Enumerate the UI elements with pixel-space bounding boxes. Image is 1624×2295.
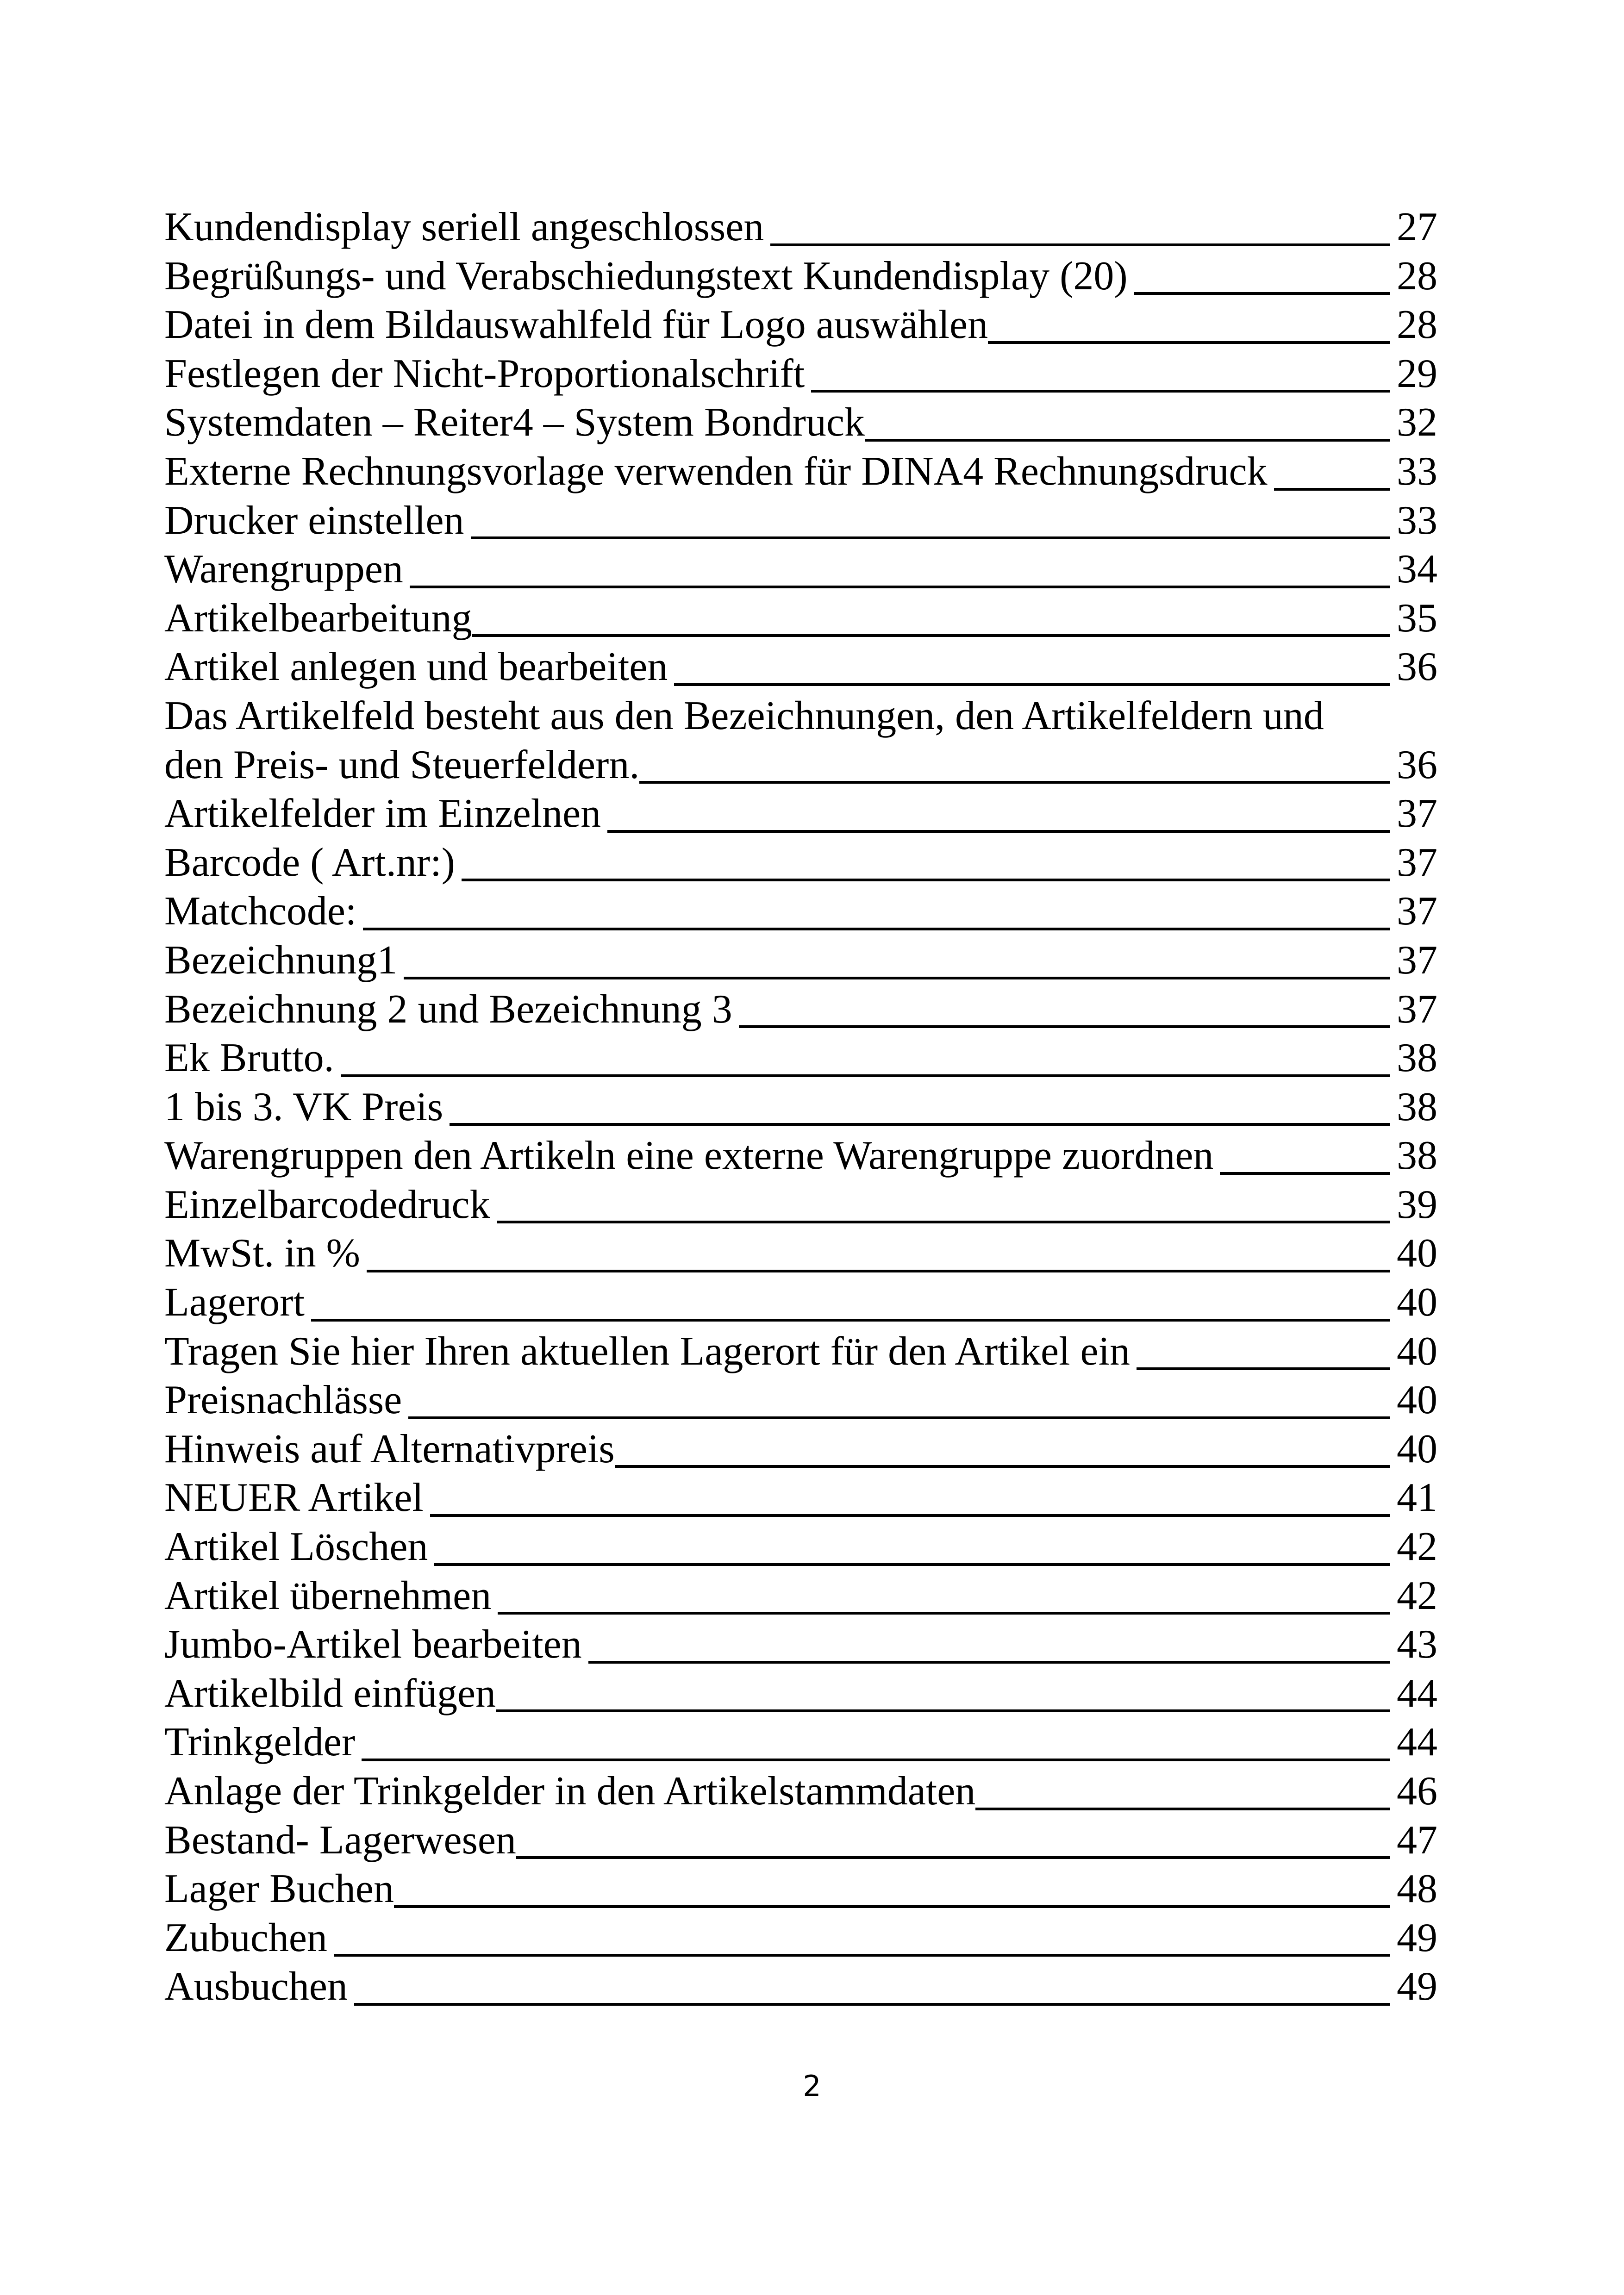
leader-line xyxy=(430,1514,1390,1517)
toc-entry-page: 37 xyxy=(1397,791,1437,836)
leader-line xyxy=(607,830,1390,833)
toc-entry-title: Kundendisplay seriell angeschlossen xyxy=(164,205,764,249)
leader-line xyxy=(363,928,1390,930)
leader-line xyxy=(462,879,1390,881)
toc-entry-page: 40 xyxy=(1397,1378,1437,1423)
toc-entry-title: Ausbuchen xyxy=(164,1964,348,2009)
toc-entry-title: Anlage der Trinkgelder in den Artikelstammdaten xyxy=(164,1769,976,1814)
toc-entry-page: 49 xyxy=(1397,1964,1437,2009)
toc-entry-title: Bezeichnung1 xyxy=(164,937,398,983)
leader-line xyxy=(472,634,1390,637)
leader-line xyxy=(975,1808,1390,1810)
toc-entry[interactable] xyxy=(164,1816,1437,1865)
toc-entry-page: 33 xyxy=(1397,449,1437,494)
leader-line xyxy=(1220,1172,1390,1175)
toc-entry-title: Systemdaten – Reiter4 – System Bondruck xyxy=(164,400,865,445)
toc-entry[interactable] xyxy=(164,1278,1437,1327)
leader-line xyxy=(639,781,1390,784)
leader-line xyxy=(410,586,1390,588)
leader-line xyxy=(1134,292,1390,295)
toc-entry[interactable] xyxy=(164,1180,1437,1229)
toc-entry-page: 40 xyxy=(1397,1231,1437,1276)
toc-entry-title: Lager Buchen xyxy=(164,1866,394,1912)
toc-entry[interactable] xyxy=(164,1327,1437,1376)
toc-entry-page: 41 xyxy=(1397,1475,1437,1521)
leader-line xyxy=(354,2003,1390,2006)
toc-entry-title: Artikel Löschen xyxy=(164,1524,428,1570)
toc-entry[interactable] xyxy=(164,1376,1437,1425)
toc-entry-title: Zubuchen xyxy=(164,1915,327,1960)
toc-entry-title: Festlegen der Nicht-Proportionalschrift xyxy=(164,351,805,396)
toc-entry-title: Tragen Sie hier Ihren aktuellen Lagerort für den Artikel ein xyxy=(164,1328,1131,1374)
toc-entry-title: Datei in dem Bildauswahlfeld für Logo auswählen xyxy=(164,302,988,348)
footer-page-number: 2 xyxy=(803,2069,821,2103)
toc-entry[interactable] xyxy=(164,1034,1437,1083)
leader-line xyxy=(1274,488,1390,491)
toc-entry-page: 47 xyxy=(1397,1817,1437,1863)
toc-entry-page: 29 xyxy=(1397,351,1437,396)
leader-line xyxy=(497,1221,1390,1223)
toc-entry-title-line1: Das Artikelfeld besteht aus den Bezeichnungen, den Artikelfeldern und xyxy=(164,693,1324,738)
toc-entry-title: Jumbo-Artikel bearbeiten xyxy=(164,1622,582,1667)
toc-entry-page: 42 xyxy=(1397,1573,1437,1618)
toc-entry-title: Bestand- Lagerwesen xyxy=(164,1817,516,1863)
toc-entry-title: Preisnachlässe xyxy=(164,1378,402,1423)
toc-entry[interactable] xyxy=(164,1473,1437,1522)
leader-line xyxy=(341,1074,1390,1077)
toc-entry[interactable] xyxy=(164,1767,1437,1816)
toc-entry-title: Lagerort xyxy=(164,1280,305,1325)
leader-line xyxy=(404,977,1390,979)
toc-entry-title: Ek Brutto. xyxy=(164,1035,334,1081)
toc-entry-page: 32 xyxy=(1397,400,1437,445)
toc-entry-title: Artikelbild einfügen xyxy=(164,1671,496,1716)
toc-entry-title: Artikelfelder im Einzelnen xyxy=(164,791,601,836)
leader-line xyxy=(1137,1367,1390,1370)
toc-entry-title: Drucker einstellen xyxy=(164,498,464,543)
toc-entry[interactable] xyxy=(164,887,1437,936)
toc-entry-page: 40 xyxy=(1397,1426,1437,1472)
leader-line xyxy=(615,1465,1390,1468)
toc-entry-page: 28 xyxy=(1397,253,1437,299)
toc-entry-page: 48 xyxy=(1397,1866,1437,1912)
toc-entry-page: 37 xyxy=(1397,986,1437,1032)
toc-entry[interactable] xyxy=(164,398,1437,447)
leader-line xyxy=(471,536,1391,539)
toc-entry[interactable] xyxy=(164,838,1437,887)
leader-line xyxy=(334,1954,1390,1957)
toc-entry-title: Warengruppen xyxy=(164,547,403,592)
toc-entry-second-line xyxy=(164,741,1437,790)
toc-entry[interactable] xyxy=(164,447,1437,496)
toc-entry-title: Artikel übernehmen xyxy=(164,1573,492,1618)
toc-entry-page: 37 xyxy=(1397,889,1437,934)
toc-entry-title: MwSt. in % xyxy=(164,1231,360,1276)
toc-entry-title: Bezeichnung 2 und Bezeichnung 3 xyxy=(164,986,732,1032)
leader-line xyxy=(516,1856,1390,1859)
leader-line xyxy=(450,1123,1390,1126)
toc-entry-title: NEUER Artikel xyxy=(164,1475,424,1521)
toc-entry-page: 40 xyxy=(1397,1280,1437,1325)
toc-entry-page: 44 xyxy=(1397,1671,1437,1716)
toc-entry-title: Artikel anlegen und bearbeiten xyxy=(164,644,668,690)
toc-entry-page: 43 xyxy=(1397,1622,1437,1667)
toc-entry-title: Begrüßungs- und Verabschiedungstext Kundendisplay (20) xyxy=(164,253,1128,299)
toc-entry-page: 36 xyxy=(1397,644,1437,690)
toc-entry-title: Matchcode: xyxy=(164,889,357,934)
leader-line xyxy=(865,439,1390,442)
toc-entry-page: 42 xyxy=(1397,1524,1437,1570)
toc-entry-page: 46 xyxy=(1397,1769,1437,1814)
leader-line xyxy=(498,1612,1390,1615)
leader-line xyxy=(408,1416,1390,1419)
toc-entry-page: 27 xyxy=(1397,205,1437,249)
toc-entry-page: 37 xyxy=(1397,840,1437,885)
toc-entry-page: 28 xyxy=(1397,302,1437,348)
toc-entry[interactable] xyxy=(164,1131,1437,1180)
toc-entry[interactable] xyxy=(164,349,1437,399)
toc-entry[interactable] xyxy=(164,545,1437,594)
toc-entry[interactable] xyxy=(164,252,1437,301)
table-of-contents xyxy=(164,203,1437,2011)
toc-entry-page: 49 xyxy=(1397,1915,1437,1960)
toc-entry-title: Trinkgelder xyxy=(164,1720,356,1765)
toc-entry-page: 38 xyxy=(1397,1133,1437,1179)
toc-entry[interactable] xyxy=(164,1620,1437,1669)
leader-line xyxy=(394,1905,1390,1908)
toc-entry[interactable] xyxy=(164,1914,1437,1963)
toc-entry[interactable] xyxy=(164,1718,1437,1767)
leader-line xyxy=(770,243,1390,246)
toc-entry-title: Warengruppen den Artikeln eine externe Warengruppe zuordnen xyxy=(164,1133,1214,1179)
leader-line xyxy=(588,1661,1390,1664)
leader-line xyxy=(367,1270,1390,1272)
toc-entry-page: 37 xyxy=(1397,937,1437,983)
toc-entry-title: Hinweis auf Alternativpreis xyxy=(164,1426,615,1472)
toc-entry[interactable] xyxy=(164,1425,1437,1474)
leader-line xyxy=(362,1759,1390,1761)
toc-entry[interactable] xyxy=(164,1522,1437,1572)
toc-entry-page: 35 xyxy=(1397,595,1437,641)
toc-entry-multiline[interactable] xyxy=(164,692,1437,789)
toc-entry-page: 39 xyxy=(1397,1182,1437,1227)
leader-line xyxy=(434,1563,1390,1566)
toc-entry-page: 36 xyxy=(1397,742,1437,787)
toc-entry[interactable] xyxy=(164,642,1437,692)
toc-entry[interactable] xyxy=(164,594,1437,643)
toc-entry-title: 1 bis 3. VK Preis xyxy=(164,1084,443,1129)
toc-entry[interactable] xyxy=(164,789,1437,838)
toc-entry-title: Barcode ( Art.nr:) xyxy=(164,840,455,885)
toc-entry-title-line2: den Preis- und Steuerfeldern. xyxy=(164,742,640,787)
toc-entry-page: 44 xyxy=(1397,1720,1437,1765)
leader-line xyxy=(496,1709,1390,1712)
toc-entry-page: 38 xyxy=(1397,1084,1437,1129)
toc-entry-page: 33 xyxy=(1397,498,1437,543)
leader-line xyxy=(811,390,1390,393)
leader-line xyxy=(674,683,1390,686)
toc-entry-page: 40 xyxy=(1397,1328,1437,1374)
toc-entry-title: Externe Rechnungsvorlage verwenden für DINA4 Rechnungsdruck xyxy=(164,449,1268,494)
toc-entry-title: Artikelbearbeitung xyxy=(164,595,472,641)
toc-entry[interactable] xyxy=(164,496,1437,545)
toc-entry[interactable] xyxy=(164,300,1437,349)
leader-line xyxy=(739,1025,1390,1028)
toc-entry-title: Einzelbarcodedruck xyxy=(164,1182,490,1227)
toc-entry[interactable] xyxy=(164,1229,1437,1278)
toc-entry[interactable] xyxy=(164,1572,1437,1621)
leader-line xyxy=(311,1319,1390,1322)
toc-entry[interactable] xyxy=(164,203,1437,252)
toc-entry[interactable] xyxy=(164,1083,1437,1132)
toc-entry[interactable] xyxy=(164,1962,1437,2011)
toc-entry[interactable] xyxy=(164,1865,1437,1914)
toc-entry[interactable] xyxy=(164,985,1437,1034)
toc-entry-page: 34 xyxy=(1397,547,1437,592)
toc-entry-page: 38 xyxy=(1397,1035,1437,1081)
toc-entry[interactable] xyxy=(164,1669,1437,1718)
toc-entry[interactable] xyxy=(164,936,1437,985)
leader-line xyxy=(988,341,1390,344)
